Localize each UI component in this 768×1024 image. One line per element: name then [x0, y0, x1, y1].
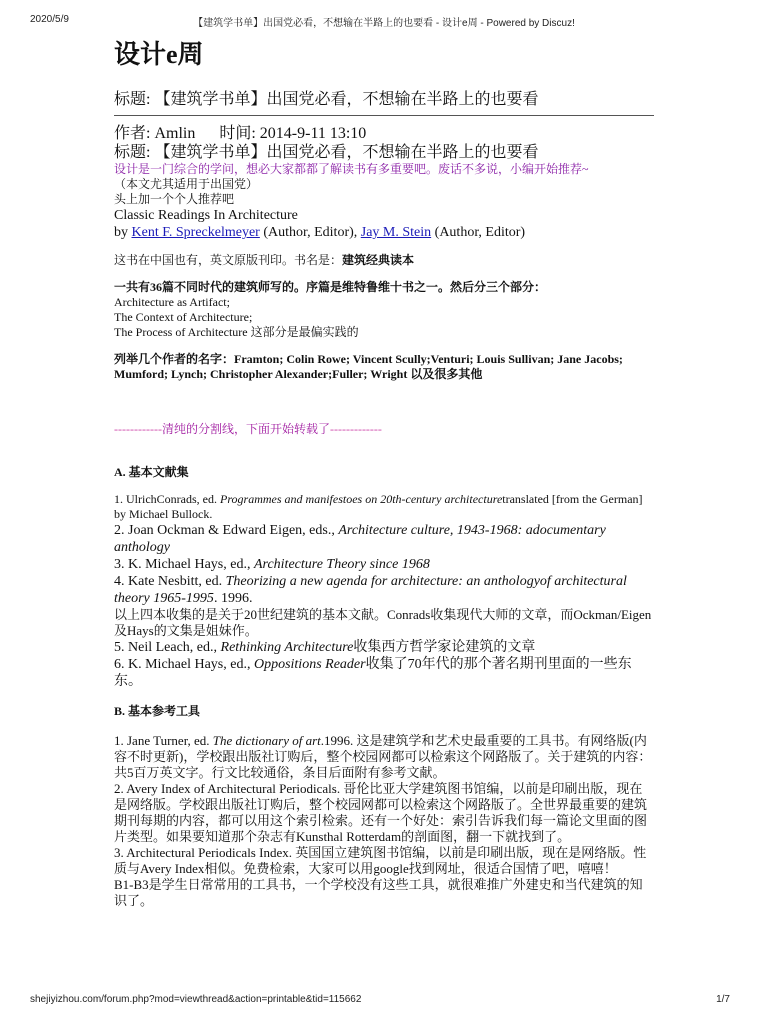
- title-divider: [114, 115, 654, 116]
- cn-edition-line: [114, 253, 654, 268]
- item-title: Programmes and manifestoes on 20th-century architecture: [219, 492, 503, 506]
- post-title-label: 标题:: [114, 144, 151, 161]
- item-prefix: 2. Joan Ockman & Edward Eigen, eds.,: [114, 523, 339, 538]
- post-time: 2014-9-11 13:10: [259, 125, 367, 142]
- section-a-heading: A. 基本文献集: [114, 465, 189, 479]
- book-part-3-note: 这部分是最偏实践的: [250, 325, 359, 339]
- divider-text: 清纯的分割线，下面开始转载了: [161, 422, 330, 436]
- section-a-item-6: [114, 656, 654, 690]
- item-title: Oppositions Reader: [253, 657, 366, 672]
- book-part-2: The Context of Architecture;: [114, 310, 253, 324]
- author-label: 作者:: [114, 125, 151, 142]
- section-b-heading: B. 基本参考工具: [114, 704, 201, 718]
- item-prefix: 5. Neil Leach, ed.,: [114, 640, 221, 655]
- item-title: Architecture Theory since 1968: [253, 557, 430, 572]
- thread-title-label: 标题:: [114, 91, 151, 108]
- author-link-stein[interactable]: Jay M. Stein: [360, 225, 432, 240]
- post-title: [114, 143, 654, 162]
- print-url: shejiyizhou.com/forum.php?mod=viewthread&action=printable&tid=115662: [30, 994, 362, 1005]
- post-intro-note: （本文尤其适用于出国党）: [114, 177, 259, 191]
- item-title: Architecture culture, 1943-1968: adocumentary anthology: [114, 523, 606, 555]
- recommend-line: 头上加一个个人推荐吧: [114, 192, 235, 206]
- section-b-closing: B1-B3是学生日常常用的工具书，一个学校没有这些工具，就很难推广外建史和当代建筑的知识了。: [114, 877, 643, 908]
- post-intro: 设计是一门综合的学问，想必大家都都了解读书有多重要吧。废话不多说，小编开始推荐~: [114, 162, 589, 176]
- section-a-item-3: [114, 556, 654, 573]
- book-summary: 一共有36篇不同时代的建筑师写的。序篇是维特鲁维十书之一。然后分三个部分：: [114, 280, 547, 294]
- print-date: 2020/5/9: [30, 14, 69, 25]
- author-role-2: (Author, Editor): [434, 225, 526, 240]
- cn-edition-prefix: 这书在中国也有，英文原版刊印。书名是：: [114, 253, 343, 267]
- by-label: by: [114, 225, 128, 240]
- section-divider: [114, 422, 654, 437]
- cn-edition-title: 建筑经典读本: [342, 253, 415, 267]
- book-authors: [114, 224, 654, 241]
- print-page-title: 【建筑学书单】出国党必看，不想输在半路上的也要看 - 设计e周 - Powered by Discuz!: [193, 18, 575, 29]
- post-meta: [114, 124, 654, 143]
- item-suffix: . 1996.: [213, 591, 253, 606]
- item-prefix: 1. UlrichConrads, ed.: [114, 492, 220, 506]
- section-a-item-2: [114, 522, 654, 556]
- section-b-item-3: 3. Architectural Periodicals Index. 英国国立建筑图书馆编，以前是印刷出版，现在是网络版。性质与Avery Index相似。免费检索，大家可以用google找到网址，很适合国情了吧，嘻嘻！: [114, 845, 647, 876]
- section-b-item-1: [114, 733, 654, 781]
- section-a-item-5: [114, 639, 654, 656]
- author-role-1: (Author, Editor),: [263, 225, 358, 240]
- printable-thread: [114, 40, 654, 909]
- thread-title: [114, 90, 654, 110]
- divider-dash-right: -------------: [329, 422, 382, 436]
- author-link-spreckelmeyer[interactable]: Kent F. Spreckelmeyer: [131, 225, 260, 240]
- item-suffix: .1996. 这是建筑学和艺术史最重要的工具书。有网络版(内容不时更新)，学校跟出版社订购后，整个校园网都可以检索这个网路版了。关于建筑的内容：共5百万英文字。行文比较通俗，条目后面附有参考文献。: [114, 733, 652, 780]
- section-a-item-1: [114, 492, 654, 522]
- post-title-text: 【建筑学书单】出国党必看，不想输在半路上的也要看: [154, 144, 539, 161]
- thread-title-text: 【建筑学书单】出国党必看，不想输在半路上的也要看: [154, 91, 539, 108]
- authors-list: 列举几个作者的名字：Framton; Colin Rowe; Vincent Scully;Venturi; Louis Sullivan; Jane Jacobs; Mumford; Lynch; Christopher Alexander;Fuller; Wright 以及很多其他: [114, 352, 623, 381]
- section-a-item-4: [114, 573, 654, 607]
- book-part-3-title: The Process of Architecture: [114, 325, 248, 339]
- section-a-note: 以上四本收集的是关于20世纪建筑的基本文献。Conrads收集现代大师的文章，而Ockman/Eigen及Hays的文集是姐妹作。: [114, 607, 652, 638]
- book-title: Classic Readings In Architecture: [114, 208, 298, 223]
- author-name: Amlin: [154, 125, 196, 142]
- section-b-item-2: 2. Avery Index of Architectural Periodicals. 哥伦比亚大学建筑图书馆编，以前是印刷出版，现在是网络版。学校跟出版社订购后，整个校园网都可以检索这个网路版了。全世界最重要的建筑期刊每期的内容，都可以用这个索引检索。还有一个好处：索引告诉我们每一篇论文里面的图片类型。如果要知道那个杂志有Kunsthal Rotterdam的剖面图，翻一下就找到了。: [114, 781, 648, 844]
- item-suffix: translated [from the German] by Michael Bullock.: [114, 492, 643, 521]
- item-title: Theorizing a new agenda for architecture: an anthologyof architectural theory 1965-1995: [114, 574, 627, 606]
- print-page-number: 1/7: [716, 994, 730, 1005]
- item-title: Rethinking Architecture: [220, 640, 354, 655]
- item-title: The dictionary of art: [212, 733, 321, 748]
- divider-dash-left: ------------: [114, 422, 162, 436]
- item-suffix: 收集了70年代的那个著名期刊里面的一些东东。: [114, 657, 632, 689]
- item-prefix: 1. Jane Turner, ed.: [114, 733, 213, 748]
- item-prefix: 3. K. Michael Hays, ed.,: [114, 557, 254, 572]
- book-part-3: [114, 325, 654, 340]
- item-suffix: 收集西方哲学家论建筑的文章: [353, 640, 536, 655]
- item-prefix: 6. K. Michael Hays, ed.,: [114, 657, 254, 672]
- time-label: 时间:: [219, 125, 256, 142]
- book-part-1: Architecture as Artifact;: [114, 295, 230, 309]
- item-prefix: 4. Kate Nesbitt, ed.: [114, 574, 226, 589]
- forum-name: 设计e周: [114, 40, 204, 69]
